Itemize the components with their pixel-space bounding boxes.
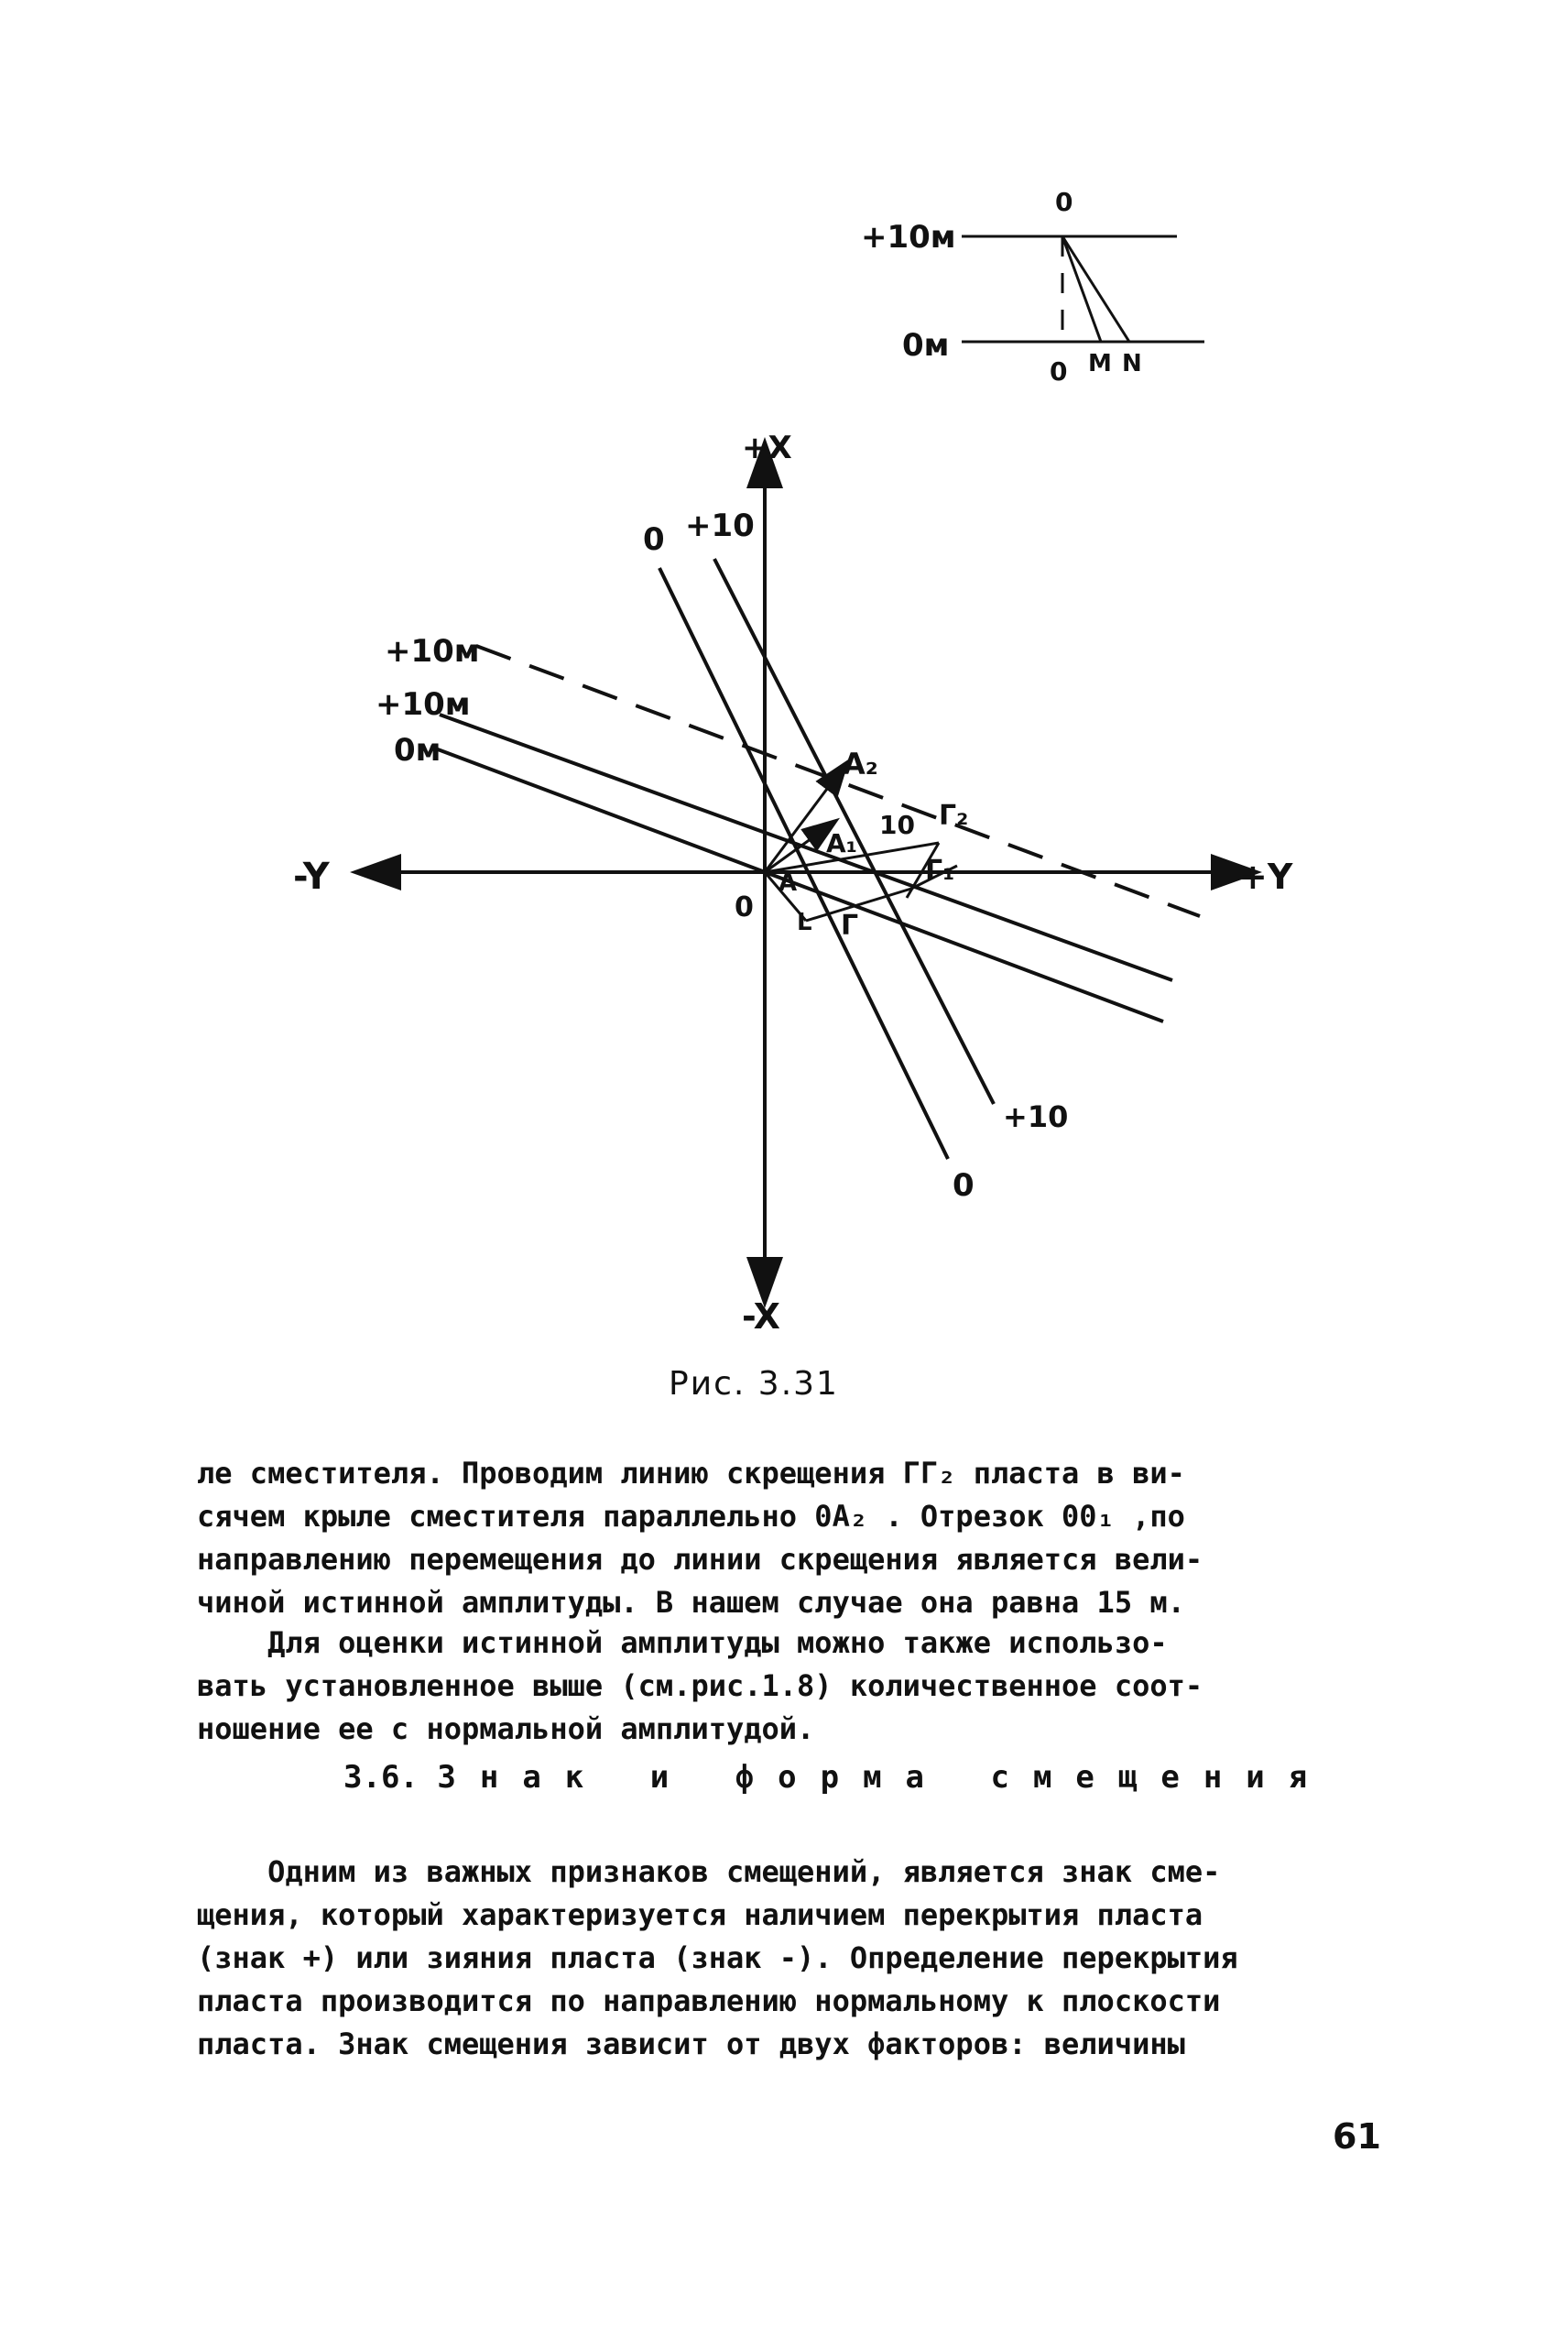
label-minus-y: -Y (293, 856, 330, 898)
text-line: вать установленное выше (см.рис.1.8) количественное соот- (197, 1668, 1203, 1703)
label-origin: 0 (735, 891, 754, 923)
label-point-gamma1: Г₁ (925, 855, 955, 887)
text-line: пласта производится по направлению нормальному к плоскости (197, 1983, 1221, 2018)
text-line: щения, который характеризуется наличием перекрытия пласта (197, 1897, 1203, 1932)
text-line: сячем крыле сместителя параллельно 0A₂ . Отрезок 00₁ ,по (197, 1499, 1185, 1534)
figure-caption: Рис. 3.31 (669, 1365, 839, 1403)
inset-label-n: N (1122, 350, 1142, 377)
dashed-line-plus10m (476, 646, 1200, 916)
label-line-0m: 0м (394, 732, 441, 769)
section-number: 3.6. (343, 1759, 419, 1796)
label-line-plus10m-dashed: +10м (385, 633, 480, 670)
text-line: Одним из важных признаков смещений, является знак сме- (197, 1854, 1221, 1889)
label-10: 10 (879, 810, 915, 840)
line-plus10m (440, 715, 1172, 980)
paragraph-2 (197, 1622, 1378, 1751)
text-line: направлению перемещения до линии скрещения является вели- (197, 1542, 1203, 1577)
label-line-plus10-bottom: +10 (1003, 1099, 1069, 1134)
page-number: 61 (1333, 2116, 1381, 2157)
text-line: Для оценки истинной амплитуды можно также использо- (197, 1625, 1168, 1660)
label-point-gamma: Г (841, 910, 859, 942)
label-point-gamma2: Г₂ (939, 800, 969, 832)
label-minus-x: -X (742, 1296, 780, 1337)
main-figure (266, 421, 1328, 1347)
label-plus-x: +X (742, 430, 792, 466)
inset-label-plus10m: +10м (861, 219, 956, 256)
label-point-a1: A₁ (826, 828, 857, 858)
paragraph-3 (197, 1851, 1378, 2066)
text-line: ношение ее с нормальной амплитудой. (197, 1711, 815, 1746)
label-point-a: А (779, 869, 798, 897)
text-line: ле сместителя. Проводим линию скрещения ГГ₂ пласта в ви- (197, 1456, 1185, 1491)
inset-figure (843, 174, 1227, 412)
text-line: чиной истинной амплитуды. В нашем случае она равна 15 м. (197, 1585, 1185, 1620)
paragraph-1 (197, 1452, 1378, 1624)
text-line: (знак +) или зияния пласта (знак -). Определение перекрытия (197, 1940, 1238, 1975)
inset-label-o-bottom: 0 (1050, 356, 1068, 387)
section-heading (343, 1759, 1331, 1796)
label-l: L (797, 909, 812, 936)
text-line: пласта. Знак смещения зависит от двух факторов: величины (197, 2027, 1185, 2061)
label-point-a2: A₂ (843, 747, 878, 781)
inset-label-o-top: 0 (1055, 187, 1073, 217)
label-line-plus10-top: +10 (685, 508, 755, 544)
inset-label-m: M (1088, 350, 1112, 377)
steep-line-0 (659, 568, 948, 1159)
inset-label-0m: 0м (902, 327, 950, 364)
label-line-0-bottom: 0 (953, 1167, 975, 1204)
label-line-plus10m: +10м (376, 686, 471, 723)
section-title: Знак и формa смещения (437, 1759, 1332, 1796)
label-plus-y: +Y (1238, 857, 1293, 897)
label-line-0-top: 0 (643, 521, 665, 558)
